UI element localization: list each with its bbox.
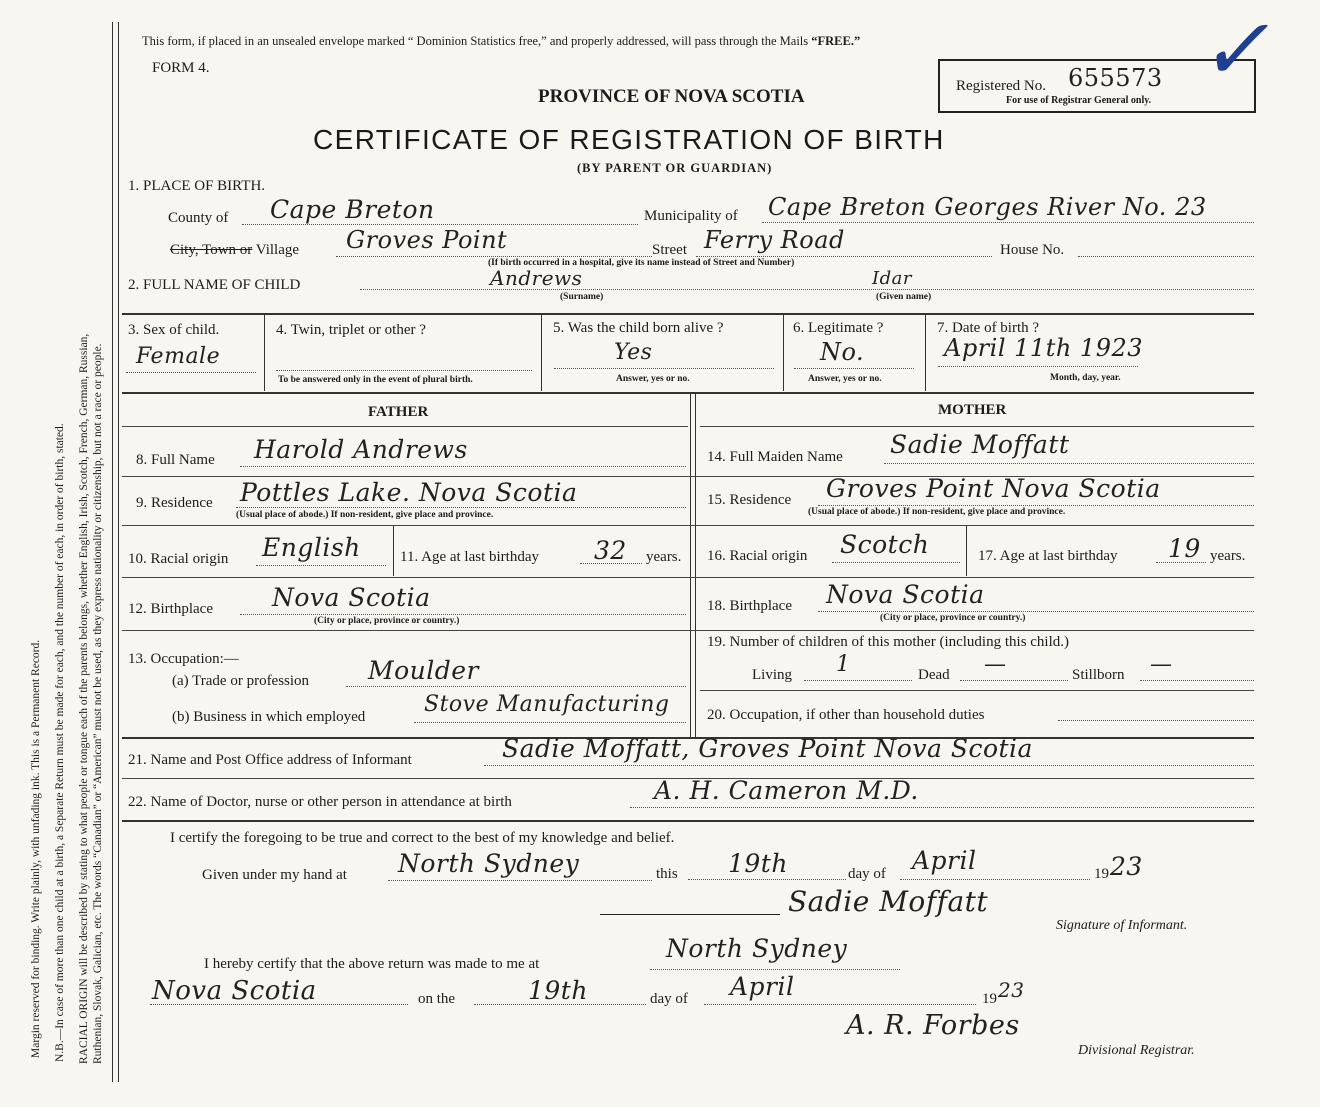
mother-name-label: 14. Full Maiden Name	[707, 449, 843, 465]
sex-label: 3. Sex of child.	[128, 322, 220, 338]
alive-line	[554, 368, 774, 369]
mother-residence-line	[818, 505, 1254, 506]
margin-note-racial-origin: RACIAL ORIGIN will be described by stating to what people or tongue each of the parents belongs, whether English, Irish, Scotch, French, German, Russian,	[78, 333, 90, 1064]
divider-legit	[925, 315, 926, 391]
street-value: Ferry Road	[704, 226, 845, 254]
house-number-label: House No.	[1000, 242, 1065, 258]
registrar-statement: I hereby certify that the above return was made to me at	[204, 956, 540, 972]
father-residence-label: 9. Residence	[136, 495, 213, 511]
dead-label: Dead	[918, 667, 950, 683]
year-prefix: 19	[1094, 866, 1109, 882]
stillborn-label: Stillborn	[1072, 667, 1125, 683]
legit-note: Answer, yes or no.	[808, 374, 882, 384]
margin-note-multiple-births: N.B.—In case of more than one child at a birth, a Separate Return must be made for each, and the number of each, in order of birth, stated.	[54, 423, 66, 1062]
child-surname-value: Andrews	[490, 266, 583, 290]
stillborn-line	[1140, 680, 1254, 681]
informant-signature: Sadie Moffatt	[788, 885, 989, 918]
registrar-year-prefix: 19	[982, 991, 997, 1007]
on-the-label: on the	[418, 991, 456, 1007]
house-number-line	[1078, 256, 1254, 257]
check-mark-icon: ✓	[1194, 2, 1288, 98]
municipality-line	[762, 222, 1254, 223]
twin-note: To be answered only in the event of plural birth.	[278, 375, 473, 385]
place-of-birth-label: 1. PLACE OF BIRTH.	[128, 178, 266, 194]
registrar-month-value: April	[730, 972, 795, 1001]
street-label: Street	[652, 242, 687, 258]
legit-value: No.	[820, 338, 865, 366]
certification-statement: I certify the foregoing to be true and correct to the best of my knowledge and belief.	[170, 830, 675, 846]
informant-label: 21. Name and Post Office address of Informant	[128, 752, 412, 768]
twin-line	[276, 370, 532, 371]
dob-value: April 11th 1923	[944, 334, 1143, 362]
living-line	[804, 680, 912, 681]
given-caption: (Given name)	[876, 292, 932, 302]
divider-alive	[783, 315, 784, 391]
day-line	[688, 879, 846, 880]
children-count-label: 19. Number of children of this mother (including this child.)	[707, 634, 1070, 650]
mother-heading-rule	[700, 426, 1254, 427]
alive-value: Yes	[614, 340, 653, 365]
registrar-day-value: 19th	[528, 976, 588, 1005]
municipality-label: Municipality of	[644, 208, 738, 224]
mother-birthplace-note: (City or place, province or country.)	[880, 613, 1026, 623]
father-heading-rule	[122, 426, 688, 427]
legit-line	[794, 368, 914, 369]
father-name-label: 8. Full Name	[136, 452, 215, 468]
trade-line	[346, 686, 686, 687]
certificate-subtitle: (BY PARENT OR GUARDIAN)	[577, 161, 773, 175]
village-label-struck: City, Town or	[170, 242, 253, 258]
mother-racial-value: Scotch	[840, 530, 930, 559]
registrar-note: For use of Registrar General only.	[1006, 95, 1152, 106]
margin-note-racial-words: Ruthenian, Slovak, Galician, etc. The words “Canadian” or “American” must not be used, as they express nationality or citizenship, but not a race or people.	[92, 343, 104, 1064]
parents-divider-2	[695, 394, 696, 738]
signature-caption: Signature of Informant.	[1056, 918, 1188, 933]
mother-heading: MOTHER	[938, 402, 1007, 418]
village-label	[170, 242, 299, 259]
business-line	[414, 722, 686, 723]
mother-age-unit: years.	[1210, 548, 1246, 564]
father-residence-line	[236, 507, 686, 508]
village-line	[336, 256, 652, 257]
registrar-signature: A. R. Forbes	[846, 1010, 1020, 1041]
municipality-value: Cape Breton Georges River No. 23	[768, 193, 1207, 221]
certificate-title: CERTIFICATE OF REGISTRATION OF BIRTH	[313, 124, 945, 155]
table-bottom-rule	[122, 820, 1254, 822]
doctor-label: 22. Name of Doctor, nurse or other person in attendance at birth	[128, 794, 512, 810]
father-birthplace-label: 12. Birthplace	[128, 601, 213, 617]
day-value: 19th	[728, 849, 788, 878]
row12-rule	[122, 630, 1254, 631]
registered-label: Registered No.	[956, 78, 1046, 94]
year-value: 23	[1110, 852, 1143, 881]
father-racial-line	[256, 565, 386, 566]
mother-racial-label: 16. Racial origin	[707, 548, 808, 564]
row19-rule	[700, 690, 1254, 691]
father-age-divider	[393, 526, 394, 576]
divider-sex	[264, 315, 265, 391]
living-label: Living	[752, 667, 792, 683]
mail-notice-free: “FREE.”	[811, 34, 861, 48]
business-label: (b) Business in which employed	[172, 709, 366, 725]
this-label: this	[656, 866, 678, 882]
father-heading: FATHER	[368, 404, 429, 420]
registrar-province-line	[150, 1004, 408, 1005]
legit-label: 6. Legitimate ?	[793, 320, 884, 336]
registrar-month-line	[704, 1004, 976, 1005]
month-line	[900, 879, 1090, 880]
signature-line	[600, 914, 780, 915]
province-heading: PROVINCE OF NOVA SCOTIA	[538, 86, 805, 107]
registrar-caption: Divisional Registrar.	[1078, 1043, 1195, 1058]
margin-rule	[112, 22, 113, 1082]
street-line	[696, 256, 992, 257]
given-at-line	[388, 880, 652, 881]
hospital-note: (If birth occurred in a hospital, give its name instead of Street and Number)	[488, 258, 795, 268]
margin-note-binding: Margin reserved for binding. Write plainly, with unfading ink. This is a Permanent Record.	[30, 639, 42, 1058]
form-number: FORM 4.	[152, 60, 210, 76]
father-racial-value: English	[262, 533, 361, 562]
table-top-rule	[122, 313, 1254, 315]
county-line	[242, 224, 638, 225]
day-of-label: day of	[848, 866, 886, 882]
county-label: County of	[168, 210, 229, 226]
mother-residence-value: Groves Point Nova Scotia	[826, 474, 1161, 503]
mother-age-divider	[966, 526, 967, 576]
dead-line	[960, 680, 1068, 681]
doctor-line	[630, 807, 1254, 808]
living-value: 1	[836, 652, 851, 677]
father-birthplace-line	[240, 614, 686, 615]
parents-divider	[690, 394, 691, 738]
father-residence-value: Pottles Lake. Nova Scotia	[240, 478, 578, 507]
registrar-day-of-label: day of	[650, 991, 688, 1007]
mother-birthplace-value: Nova Scotia	[826, 580, 985, 609]
child-given-value: Idar	[872, 268, 912, 289]
trade-label: (a) Trade or profession	[172, 673, 310, 689]
mother-racial-line	[832, 562, 960, 563]
divider-twin	[541, 315, 542, 391]
county-value: Cape Breton	[270, 195, 435, 224]
doctor-value: A. H. Cameron M.D.	[654, 776, 919, 805]
mother-name-value: Sadie Moffatt	[890, 430, 1070, 459]
father-birthplace-note: (City or place, province or country.)	[314, 616, 460, 626]
given-at-value: North Sydney	[398, 849, 580, 878]
mail-notice	[142, 34, 860, 49]
row10-rule	[122, 577, 1254, 578]
given-at-label: Given under my hand at	[202, 867, 347, 883]
registrar-year-value: 23	[998, 978, 1025, 1002]
twin-label: 4. Twin, triplet or other ?	[276, 322, 426, 338]
informant-line	[484, 765, 1254, 766]
registrar-place-line	[650, 969, 900, 970]
mother-age-label: 17. Age at last birthday	[978, 548, 1118, 564]
dead-value: —	[984, 652, 1007, 677]
mother-occupation-label: 20. Occupation, if other than household duties	[707, 707, 985, 723]
father-age-label: 11. Age at last birthday	[400, 549, 539, 565]
father-age-value: 32	[594, 536, 627, 565]
child-name-label: 2. FULL NAME OF CHILD	[128, 277, 301, 293]
mother-occupation-line	[1058, 720, 1254, 721]
trade-value: Moulder	[368, 656, 479, 685]
mother-birthplace-line	[818, 611, 1254, 612]
month-value: April	[912, 846, 977, 875]
mother-residence-label: 15. Residence	[707, 492, 792, 508]
mother-age-value: 19	[1168, 534, 1201, 563]
mother-birthplace-label: 18. Birthplace	[707, 598, 792, 614]
father-age-unit: years.	[646, 549, 682, 565]
father-birthplace-value: Nova Scotia	[272, 583, 431, 612]
mail-notice-text: This form, if placed in an unsealed envelope marked “ Dominion Statistics free,” and properly addressed, will pass through the Mails	[142, 34, 812, 48]
village-value: Groves Point	[346, 226, 508, 254]
row9-rule	[122, 525, 1254, 526]
dob-line	[938, 366, 1138, 367]
surname-caption: (Surname)	[560, 292, 604, 302]
stillborn-value: —	[1150, 652, 1173, 677]
alive-label: 5. Was the child born alive ?	[553, 320, 724, 336]
father-name-value: Harold Andrews	[254, 435, 468, 464]
dob-label: 7. Date of birth ?	[937, 320, 1040, 336]
registrar-place-value: North Sydney	[666, 934, 848, 963]
sex-line	[126, 372, 256, 373]
father-name-line	[240, 466, 686, 467]
occupation-label: 13. Occupation:—	[128, 651, 239, 667]
business-value: Stove Manufacturing	[424, 692, 670, 717]
sex-value: Female	[136, 344, 221, 369]
village-label-text: Village	[252, 242, 300, 258]
dob-note: Month, day, year.	[1050, 373, 1121, 383]
father-racial-label: 10. Racial origin	[128, 551, 229, 567]
mother-residence-note: (Usual place of abode.) If non-resident, give place and province.	[808, 507, 1066, 517]
registered-number: 655573	[1068, 64, 1163, 92]
informant-value: Sadie Moffatt, Groves Point Nova Scotia	[502, 734, 1033, 763]
mother-name-line	[884, 463, 1254, 464]
father-residence-note: (Usual place of abode.) If non-resident, give place and province.	[236, 510, 494, 520]
alive-note: Answer, yes or no.	[616, 374, 690, 384]
table-mid-rule	[122, 392, 1254, 394]
registrar-province-value: Nova Scotia	[152, 976, 317, 1006]
margin-rule-inner	[118, 22, 119, 1082]
